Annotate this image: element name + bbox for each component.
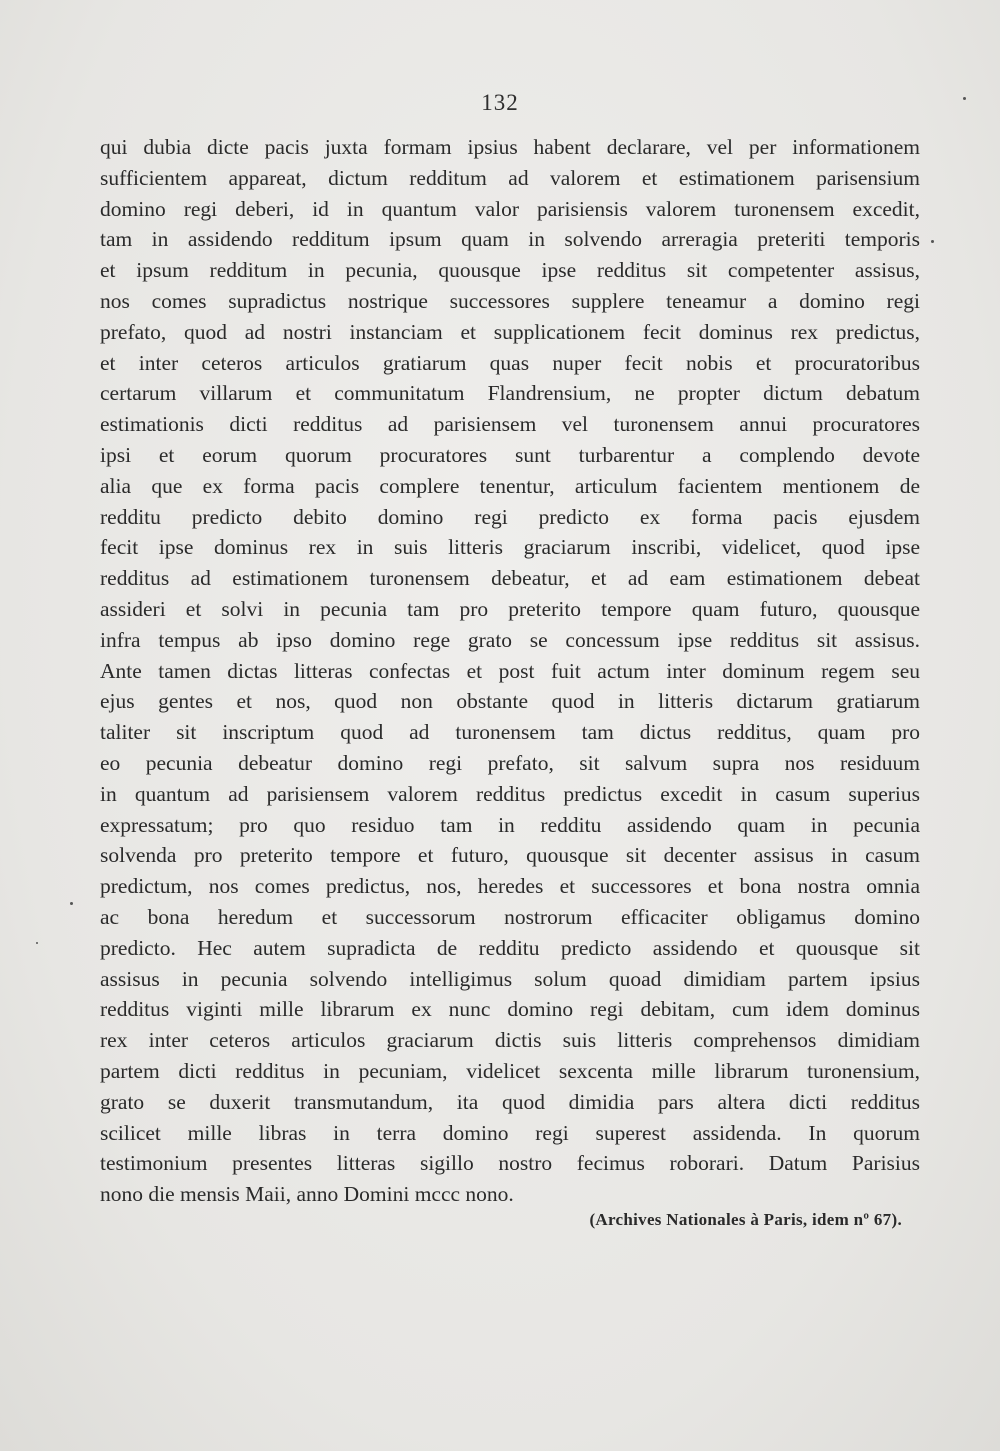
text-line: predicto. Hec autem supradicta de redditu predicto assidendo et quousque sit bbox=[100, 935, 920, 960]
body-text bbox=[100, 132, 920, 1210]
text-line: sufficientem appareat, dictum redditum ad valorem et estimationem parisensium bbox=[100, 165, 920, 190]
text-line: certarum villarum et communitatum Flandrensium, ne propter dictum debatum bbox=[100, 381, 920, 406]
text-line: assideri et solvi in pecunia tam pro preterito tempore quam futuro, quousque bbox=[100, 596, 920, 621]
text-line: ejus gentes et nos, quod non obstante quod in litteris dictarum gratiarum bbox=[100, 689, 920, 714]
text-line: eo pecunia debeatur domino regi prefato, sit salvum supra nos residuum bbox=[100, 750, 920, 775]
text-line: qui dubia dicte pacis juxta formam ipsius habent declarare, vel per informationem bbox=[100, 135, 920, 159]
print-speck bbox=[963, 97, 966, 100]
text-line: taliter sit inscriptum quod ad turonensem tam dictus redditus, quam pro bbox=[100, 720, 920, 745]
text-line: in quantum ad parisiensem valorem redditus predictus excedit in casum superius bbox=[100, 781, 920, 806]
text-line: et inter ceteros articulos gratiarum quas nuper fecit nobis et procuratoribus bbox=[100, 350, 920, 375]
text-line: predictum, nos comes predictus, nos, heredes et successores et bona nostra omnia bbox=[100, 874, 920, 899]
text-line: expressatum; pro quo residuo tam in redditu assidendo quam in pecunia bbox=[100, 812, 920, 837]
text-line-last: nono die mensis Maii, anno Domini mccc nono. bbox=[100, 1182, 514, 1207]
text-line: redditu predicto debito domino regi predicto ex forma pacis ejusdem bbox=[100, 504, 920, 529]
text-line: Ante tamen dictas litteras confectas et post fuit actum inter dominum regem seu bbox=[100, 658, 920, 683]
text-line: assisus in pecunia solvendo intelligimus solum quoad dimidiam partem ipsius bbox=[100, 966, 920, 991]
text-line: ac bona heredum et successorum nostrorum efficaciter obligamus domino bbox=[100, 904, 920, 929]
text-line: ipsi et eorum quorum procuratores sunt turbarentur a complendo devote bbox=[100, 442, 920, 467]
text-line: solvenda pro preterito tempore et futuro, quousque sit decenter assisus in casum bbox=[100, 843, 920, 868]
text-line: nos comes supradictus nostrique successores supplere teneamur a domino regi bbox=[100, 288, 920, 313]
text-line: tam in assidendo redditum ipsum quam in solvendo arreragia preteriti temporis bbox=[100, 227, 920, 252]
print-speck bbox=[70, 902, 73, 905]
text-line: estimationis dicti redditus ad parisiensem vel turonensem annui procuratores bbox=[100, 412, 920, 437]
text-line: alia que ex forma pacis complere tenentur, articulum facientem mentionem de bbox=[100, 473, 920, 498]
source-citation: (Archives Nationales à Paris, idem nº 67). bbox=[589, 1210, 902, 1229]
text-line: testimonium presentes litteras sigillo nostro fecimus roborari. Datum Parisius bbox=[100, 1151, 920, 1176]
text-line: fecit ipse dominus rex in suis litteris graciarum inscribi, videlicet, quod ipse bbox=[100, 535, 920, 560]
text-line: infra tempus ab ipso domino rege grato se concessum ipse redditus sit assisus. bbox=[100, 627, 920, 652]
text-line: partem dicti redditus in pecuniam, videlicet sexcenta mille librarum turonensium, bbox=[100, 1058, 920, 1083]
text-line: redditus viginti mille librarum ex nunc domino regi debitam, cum idem dominus bbox=[100, 997, 920, 1022]
text-line: scilicet mille libras in terra domino regi superest assidenda. In quorum bbox=[100, 1120, 920, 1145]
text-line: grato se duxerit transmutandum, ita quod dimidia pars altera dicti redditus bbox=[100, 1089, 920, 1114]
text-line: redditus ad estimationem turonensem debeatur, et ad eam estimationem debeat bbox=[100, 566, 920, 591]
print-speck bbox=[931, 240, 934, 243]
text-line: prefato, quod ad nostri instanciam et supplicationem fecit dominus rex predictus, bbox=[100, 319, 920, 344]
text-line: domino regi deberi, id in quantum valor parisiensis valorem turonensem excedit, bbox=[100, 196, 920, 221]
text-line: rex inter ceteros articulos graciarum dictis suis litteris comprehensos dimidiam bbox=[100, 1028, 920, 1053]
page-number: 132 bbox=[481, 90, 519, 115]
text-line: et ipsum redditum in pecunia, quousque ipse redditus sit competenter assisus, bbox=[100, 258, 920, 283]
print-speck bbox=[36, 942, 38, 944]
